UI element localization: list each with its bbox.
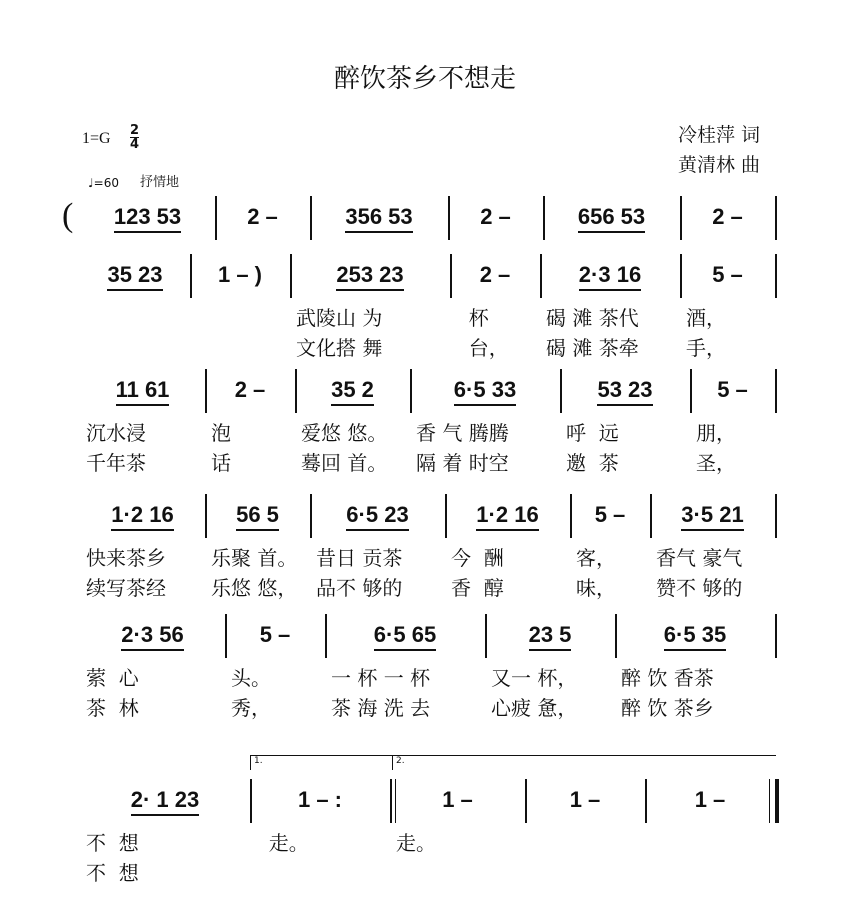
note-group: 2 –	[479, 262, 511, 287]
notes	[80, 622, 225, 648]
measure	[680, 262, 775, 372]
note-group: 2· 1 23	[131, 787, 200, 816]
barline	[775, 779, 779, 823]
lyric-verse-1: 不 想	[86, 831, 139, 855]
lyric-verse-2: 千年茶	[86, 451, 146, 475]
measure	[445, 502, 570, 612]
measure	[205, 377, 295, 487]
lyric-verse-1: 香气 豪气	[656, 546, 743, 570]
measure	[615, 622, 775, 732]
note-group: 3·5 21	[681, 502, 743, 531]
lyric-verse-1: 萦 心	[86, 666, 139, 690]
note-group: 2·3 16	[579, 262, 641, 291]
barline	[775, 614, 777, 658]
lyric-verse-1: 醉 饮 香茶	[621, 666, 714, 690]
lyric-verse-1: 快来茶乡	[86, 546, 166, 570]
notes	[325, 622, 485, 648]
lyric-verse-1: 今 酬	[451, 546, 504, 570]
measure	[80, 262, 190, 372]
measure	[560, 377, 690, 487]
lyric-verse-2: 品不 够的	[316, 576, 403, 600]
note-group: 1 –	[694, 787, 726, 812]
lyric-verse-1: 朋，	[696, 421, 736, 445]
notes	[295, 377, 410, 403]
lyricist: 冷桂萍 词	[678, 124, 761, 146]
notes	[310, 502, 445, 528]
notes	[80, 502, 205, 528]
note-group: 356 53	[345, 204, 412, 233]
barline	[775, 196, 777, 240]
tempo-marking: ♩=60	[88, 176, 119, 190]
notes	[680, 262, 775, 288]
notes	[410, 377, 560, 403]
notes	[690, 377, 775, 403]
note-group: 123 53	[114, 204, 181, 233]
measure	[80, 787, 250, 897]
lyric-verse-2: 续写茶经	[86, 576, 166, 600]
barline	[775, 254, 777, 298]
notes	[543, 204, 680, 230]
note-group: 2 –	[712, 204, 743, 229]
lyric-verse-1: 走。	[256, 831, 309, 855]
notes	[615, 622, 775, 648]
note-group: 53 23	[597, 377, 652, 406]
lyric-verse-2: 心疲 惫，	[491, 696, 578, 720]
song-title: 醉饮茶乡不想走	[333, 64, 516, 94]
lyric-verse-1: 客，	[576, 546, 616, 570]
notes	[80, 204, 215, 230]
notes	[570, 502, 650, 528]
note-group: 2 –	[234, 377, 266, 402]
lyric-verse-1: 爱悠 悠。	[301, 421, 388, 445]
measure	[225, 622, 325, 732]
measure	[250, 787, 390, 897]
lyric-verse-2: 秀，	[231, 696, 271, 720]
time-bottom: 4	[130, 137, 140, 152]
lyric-verse-2: 手，	[686, 336, 726, 360]
note-group: 2·3 56	[121, 622, 183, 651]
lyric-verse-2: 乐悠 悠，	[211, 576, 298, 600]
measure	[325, 622, 485, 732]
note-group: 5 –	[259, 622, 291, 647]
measure	[410, 377, 560, 487]
lyric-verse-1: 头。	[231, 666, 271, 690]
measure	[190, 262, 290, 372]
measure	[290, 262, 450, 372]
notes	[485, 622, 615, 648]
notes	[650, 502, 775, 528]
notes	[645, 787, 775, 813]
note-group: 35 23	[107, 262, 162, 291]
note-group: 6·5 65	[374, 622, 436, 651]
note-group: 23 5	[529, 622, 572, 651]
open-paren: (	[62, 197, 74, 234]
note-group: 2 –	[480, 204, 511, 229]
note-group: 1·2 16	[111, 502, 173, 531]
notes	[525, 787, 645, 813]
lyric-verse-1: 走。	[396, 831, 436, 855]
notes	[680, 204, 775, 230]
lyric-verse-2: 味，	[576, 576, 616, 600]
volta-1: 1.	[250, 755, 392, 770]
measure	[690, 377, 775, 487]
lyric-verse-2: 隔 着 时空	[416, 451, 509, 475]
lyric-verse-2: 蓦回 首。	[301, 451, 388, 475]
measure	[485, 622, 615, 732]
note-group: 5 –	[594, 502, 626, 527]
note-group: 1·2 16	[476, 502, 538, 531]
note-group: 656 53	[578, 204, 645, 233]
measure	[450, 262, 540, 372]
barline	[775, 494, 777, 538]
time-top: 2	[130, 123, 140, 138]
measure	[540, 262, 680, 372]
lyric-verse-2: 圣，	[696, 451, 736, 475]
notes	[205, 502, 310, 528]
note-group: 253 23	[336, 262, 403, 291]
lyric-verse-1: 酒，	[686, 306, 726, 330]
lyric-verse-1: 一 杯 一 杯	[331, 666, 431, 690]
expression-marking: 抒情地	[140, 175, 180, 190]
measure	[570, 502, 650, 612]
note-group: 11 61	[116, 377, 170, 406]
measure	[80, 502, 205, 612]
note-group: 1 –	[569, 787, 601, 812]
lyric-verse-1: 杯	[456, 306, 489, 330]
note-group: 6·5 23	[346, 502, 408, 531]
notes	[80, 787, 250, 813]
composer: 黄清林 曲	[678, 154, 761, 176]
lyric-verse-2: 话	[211, 451, 231, 475]
lyric-verse-2: 碣 滩 茶牵	[546, 336, 639, 360]
note-group: 2 –	[247, 204, 278, 229]
lyric-verse-2: 茶 林	[86, 696, 139, 720]
lyric-verse-2: 台，	[456, 336, 509, 360]
lyric-verse-1: 沉水浸	[86, 421, 146, 445]
notes	[190, 262, 290, 288]
notes	[80, 262, 190, 288]
note-group: 5 –	[717, 377, 748, 402]
lyric-verse-2: 香 醇	[451, 576, 504, 600]
note-group: 1 – :	[297, 787, 343, 812]
notes	[225, 622, 325, 648]
measure	[645, 787, 775, 897]
notes	[448, 204, 543, 230]
notes	[390, 787, 525, 813]
lyric-verse-2: 茶 海 洗 去	[331, 696, 431, 720]
notes	[80, 377, 205, 403]
notes	[540, 262, 680, 288]
note-group: 1 – )	[217, 262, 263, 287]
note-group: 56 5	[236, 502, 279, 531]
volta-2: 2.	[392, 755, 776, 770]
lyric-verse-1: 又一 杯，	[491, 666, 578, 690]
measure	[205, 502, 310, 612]
notes	[250, 787, 390, 813]
lyric-verse-2: 醉 饮 茶乡	[621, 696, 714, 720]
note-group: 1 –	[442, 787, 473, 812]
time-signature	[130, 124, 139, 151]
notes	[560, 377, 690, 403]
lyric-verse-1: 呼 远	[566, 421, 619, 445]
notes	[450, 262, 540, 288]
notes	[445, 502, 570, 528]
measure	[310, 502, 445, 612]
lyric-verse-2: 赞不 够的	[656, 576, 743, 600]
note-group: 6·5 35	[664, 622, 726, 651]
measure	[295, 377, 410, 487]
lyric-verse-1: 昔日 贡茶	[316, 546, 403, 570]
measure	[390, 787, 525, 897]
notes	[215, 204, 310, 230]
measure	[525, 787, 645, 897]
note-group: 35 2	[331, 377, 374, 406]
lyric-verse-2: 文化搭 舞	[296, 336, 383, 360]
note-group: 6·5 33	[454, 377, 516, 406]
measure	[80, 622, 225, 732]
lyric-verse-1: 香 气 腾腾	[416, 421, 509, 445]
lyric-verse-2: 邀 茶	[566, 451, 619, 475]
lyric-verse-1: 武陵山 为	[296, 306, 383, 330]
notes	[205, 377, 295, 403]
barline	[775, 369, 777, 413]
measure	[80, 377, 205, 487]
lyric-verse-1: 乐聚 首。	[211, 546, 298, 570]
lyric-verse-2: 不 想	[86, 861, 139, 885]
lyric-verse-1: 泡	[211, 421, 231, 445]
notes	[310, 204, 448, 230]
key-signature: 1=G	[82, 130, 111, 147]
measure	[650, 502, 775, 612]
lyric-verse-1: 碣 滩 茶代	[546, 306, 639, 330]
note-group: 5 –	[712, 262, 743, 287]
notes	[290, 262, 450, 288]
